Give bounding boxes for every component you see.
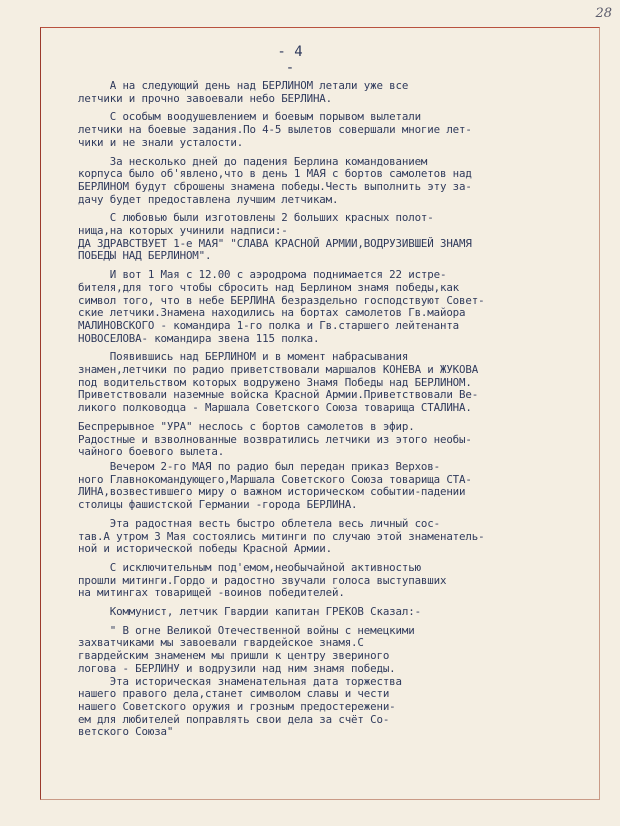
paragraph: Появившись над БЕРЛИНОМ и в момент набрасывания знамен,летчики по радио приветствовали маршалов КОНЕВА и ЖУКОВА под водительством которых водружено Знамя Победы над БЕРЛИНОМ. Приветствовали наземные войска Красной Армии.Приветствовали Ве- ликого полководца - Маршала Советского Союза товарища СТАЛИНА. — [78, 350, 479, 415]
typewritten-text — [78, 80, 588, 745]
paragraph: Эта радостная весть быстро облетела весь личный сос- тав.А утром 3 Мая состоялись митинги по случаю этой знаменатель- ной и исторической победы Красной Армии. — [78, 516, 485, 556]
paragraph: С любовью были изготовлены 2 больших красных полот- нища,на которых учинили надписи:- ДА ЗДРАВСТВУЕТ 1-е МАЯ" "СЛАВА КРАСНОЙ АРМИИ,ВОДРУЗИВШЕЙ ЗНАМЯ ПОБЕДЫ НАД БЕРЛИНОМ". — [78, 211, 472, 263]
archive-page-number: 28 — [595, 6, 612, 21]
paragraph: Беспрерывное "УРА" неслось с бортов самолетов в эфир. Радостные и взволнованные возвратились летчики из этого необы- чайного боевого вылета. — [78, 419, 472, 459]
paragraph: Коммунист, летчик Гвардии капитан ГРЕКОВ Сказал:- — [78, 605, 421, 619]
paragraph: С исключительным под'емом,необычайной активностью прошли митинги.Гордо и радостно звучали голоса выступавших на митингах товарищей -воинов победителей. — [78, 560, 447, 600]
page-number: - 4 - — [277, 44, 303, 76]
paragraph: С особым воодушевлением и боевым порывом вылетали летчики на боевые задания.По 4-5 вылетов совершали многие лет- чики и не знали усталости. — [78, 110, 472, 149]
paragraph: И вот 1 Мая с 12.00 с аэродрома поднимается 22 истре- бителя,для того чтобы сбросить над Берлином знамя победы,как символ того, что в небе БЕРЛИНА безраздельно господствуют Совет- ские летчики.Знамена находились на бортах самолетов Гв.майора МАЛИНОВСКОГО - командира 1-го полка и Гв.старшего лейтенанта НОВОСЕЛОВА- командира звена 115 полка. — [78, 268, 485, 345]
paragraph: А на следующий день над БЕРЛИНОМ летали уже все летчики и прочно завоевали небо БЕРЛИНА. — [78, 79, 409, 105]
paragraph: Вечером 2-го МАЯ по радио был передан приказ Верхов- ного Главнокомандующего,Маршала Советского Союза товарища СТА- ЛИНА,возвестившего миру о важном историческом событии-падении столицы фашистской Германии -города БЕРЛИНА. — [78, 459, 472, 512]
paragraph: " В огне Великой Отечественной войны с немецкими захватчиками мы завоевали гвардейское знамя.С гвардейским знаменем мы пришли к центру звериного логова - БЕРЛИНУ и водрузили над ним знамя победы. Эта историческая знаменательная дата торжества нашего правого дела,станет символом славы и чести нашего Советского оружия и грозным предостережени- ем для любителей поправлять свои дела за счёт Со- ветского Союза" — [78, 623, 415, 739]
paragraph: За несколько дней до падения Берлина командованием корпуса было об'явлено,что в день 1 МАЯ с бортов самолетов над БЕРЛИНОМ будут сброшены знамена победы.Честь выполнить эту за- дачу будет предоставлена лучшим летчикам. — [78, 154, 472, 206]
